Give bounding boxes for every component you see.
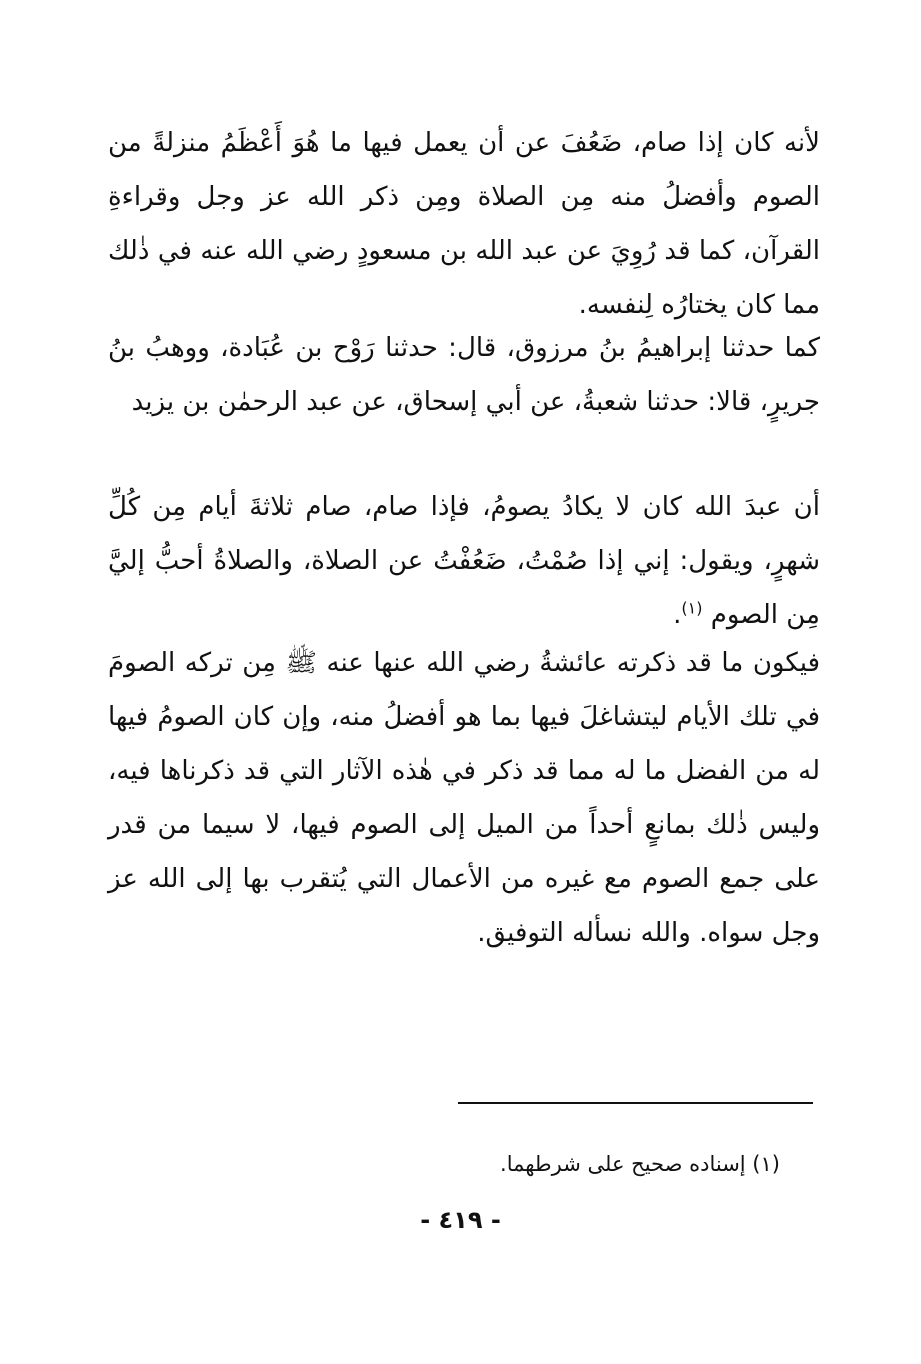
paragraph-2 [108, 321, 820, 429]
paragraph-3-period: . [673, 600, 682, 630]
paragraph-3-text: أن عبدَ الله كان لا يكادُ يصومُ، فإذا صام، صام ثلاثةَ أيام مِن كُلِّ شهرٍ، ويقول: إني إذا صُمْتُ، ضَعُفْتُ عن الصلاة، والصلاةُ أحبُّ إليَّ مِن الصوم [108, 492, 820, 630]
paragraph-2-text: كما حدثنا إبراهيمُ بنُ مرزوق، قال: حدثنا رَوْح بن عُبَادة، ووهبُ بنُ جريرٍ، قالا: حدثنا شعبةُ، عن أبي إسحاق، عن عبد الرحمٰن بن يزيد [108, 333, 820, 417]
footnote: (١) إسناده صحيح على شرطهما. [500, 1152, 780, 1176]
paragraph-1 [108, 116, 820, 332]
paragraph-4-text: فيكون ما قد ذكرته عائشةُ رضي الله عنها عنه ﷺ مِن تركه الصومَ في تلك الأيام ليتشاغلَ فيها بما هو أفضلُ منه، وإن كان الصومُ فيها له من الفضل ما له مما قد ذكر في هٰذه الآثار التي قد ذكرناها فيه، وليس ذٰلك بمانعٍ أحداً من الميل إلى الصوم فيها، لا سيما من قدر على جمع الصوم مع غيره من الأعمال التي يُتقرب بها إلى الله عز وجل سواه. والله نسأله التوفيق. [108, 648, 820, 948]
page-number: - ٤١٩ - [420, 1206, 501, 1234]
paragraph-1-text: لأنه كان إذا صام، ضَعُفَ عن أن يعمل فيها ما هُوَ أَعْظَمُ منزلةً من الصوم وأفضلُ منه مِن الصلاة ومِن ذكر الله عز وجل وقراءةِ القرآن، كما قد رُوِيَ عن عبد الله بن مسعودٍ رضي الله عنه في ذٰلك مما كان يختارُه لِنفسه. [108, 128, 820, 320]
paragraph-3 [108, 480, 820, 642]
paragraph-4 [108, 636, 820, 960]
footnote-reference[interactable]: (١) [681, 598, 703, 618]
paragraph-3-wrapper [108, 480, 820, 642]
footnote-divider [458, 1102, 813, 1104]
